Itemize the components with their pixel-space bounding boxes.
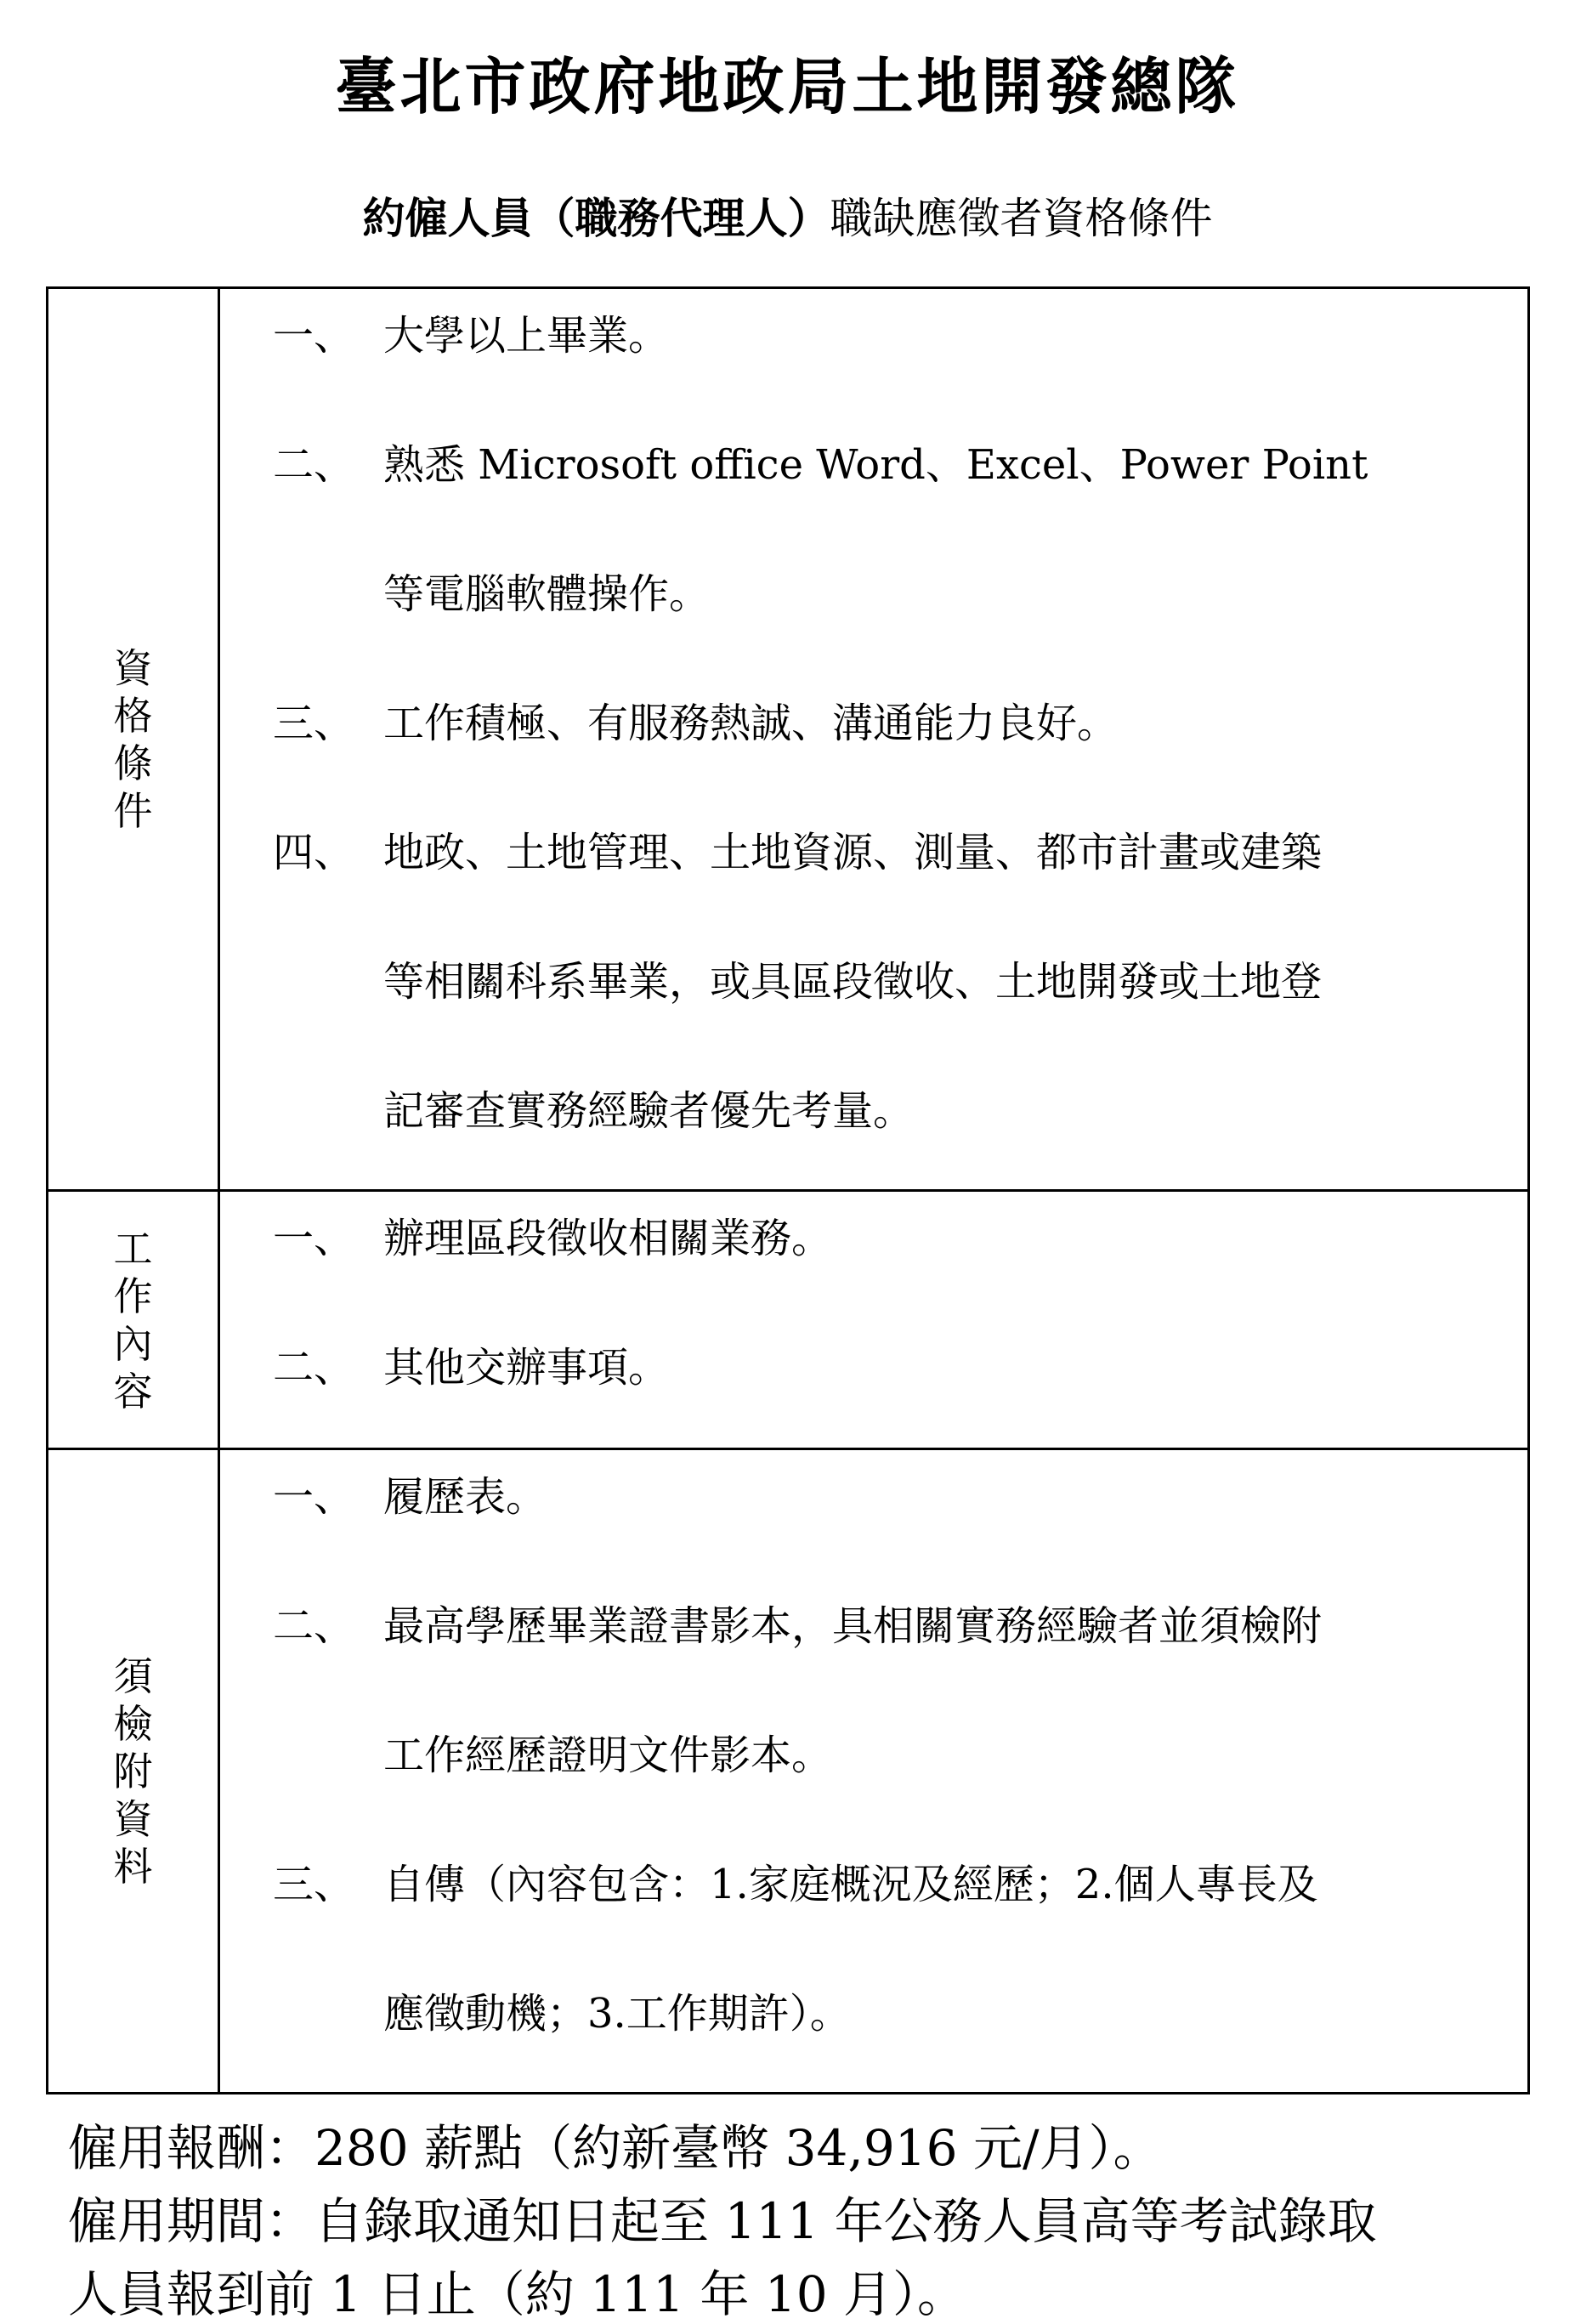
item-line: 工作積極、有服務熱誠、溝通能力良好。 xyxy=(383,700,1119,747)
item-text xyxy=(383,700,1497,830)
item-line: 記審查實務經驗者優先考量。 xyxy=(383,1087,915,1135)
item-number: 四、 xyxy=(273,829,355,876)
item-number: 二、 xyxy=(273,441,355,489)
qualification-item xyxy=(273,313,1497,442)
item-text xyxy=(383,1603,1497,1862)
item-text xyxy=(383,1474,1497,1603)
item-number: 二、 xyxy=(273,1602,355,1650)
item-number: 一、 xyxy=(273,1215,355,1262)
item-line: 地政、土地管理、土地資源、測量、都市計畫或建築 xyxy=(383,829,1323,876)
work-item xyxy=(273,1216,1497,1345)
item-line: 工作經歷證明文件影本。 xyxy=(383,1732,833,1779)
work-label-cell xyxy=(48,1191,219,1449)
item-text xyxy=(383,1862,1497,2037)
documents-label: 須檢附資料 xyxy=(113,1652,153,1890)
subtitle-description: 職缺應徵者資格條件 xyxy=(830,194,1213,243)
subtitle-position: 約僱人員（職務代理人） xyxy=(362,193,830,243)
item-text xyxy=(383,830,1497,1134)
item-line: 等電腦軟體操作。 xyxy=(383,570,711,618)
work-item xyxy=(273,1345,1497,1391)
item-text xyxy=(383,442,1497,700)
item-line: 等相關科系畢業，或具區段徵收、土地開發或土地登 xyxy=(383,958,1323,1006)
qualification-item xyxy=(273,442,1497,700)
item-text xyxy=(383,1345,1497,1391)
item-line: 辦理區段徵收相關業務。 xyxy=(383,1215,833,1262)
item-line: 其他交辦事項。 xyxy=(383,1344,670,1392)
item-text xyxy=(383,1216,1497,1345)
documents-label-cell xyxy=(48,1449,219,2094)
salary-info: 僱用報酬：280 薪點（約新臺幣 34,916 元/月）。 xyxy=(68,2119,1163,2177)
item-text xyxy=(383,313,1497,442)
requirements-table xyxy=(46,286,1530,2094)
work-content xyxy=(219,1191,1529,1449)
documents-row xyxy=(48,1449,1529,2094)
item-number: 三、 xyxy=(273,1861,355,1908)
period-info-line1: 僱用期間：自錄取通知日起至 111 年公務人員高等考試錄取 xyxy=(68,2192,1377,2250)
documents-content xyxy=(219,1449,1529,2094)
qualifications-row xyxy=(48,288,1529,1191)
page-title: 臺北市政府地政局土地開發總隊 xyxy=(335,50,1240,122)
item-line: 履歷表。 xyxy=(383,1473,547,1521)
item-number: 三、 xyxy=(273,700,355,747)
item-number: 二、 xyxy=(273,1344,355,1392)
qualifications-content xyxy=(219,288,1529,1191)
item-number: 一、 xyxy=(273,1473,355,1521)
item-line: 大學以上畢業。 xyxy=(383,312,670,360)
work-row xyxy=(48,1191,1529,1449)
document-item xyxy=(273,1474,1497,1603)
item-number: 一、 xyxy=(273,312,355,360)
qualification-item xyxy=(273,700,1497,830)
qualifications-label: 資格條件 xyxy=(113,644,153,834)
item-line: 最高學歷畢業證書影本，具相關實務經驗者並須檢附 xyxy=(383,1602,1323,1650)
page-subtitle xyxy=(0,193,1575,243)
work-label: 工作內容 xyxy=(113,1225,153,1414)
period-info-line2: 人員報到前 1 日止（約 111 年 10 月）。 xyxy=(68,2265,967,2323)
qualification-item xyxy=(273,830,1497,1134)
document-item xyxy=(273,1603,1497,1862)
item-line: 應徵動機；3.工作期許）。 xyxy=(383,1990,851,2038)
document-item xyxy=(273,1862,1497,2037)
item-line: 熟悉 Microsoft office Word、Excel、Power Point xyxy=(383,441,1368,489)
item-line: 自傳（內容包含：1.家庭概況及經歷；2.個人專長及 xyxy=(383,1861,1318,1908)
qualifications-label-cell xyxy=(48,288,219,1191)
